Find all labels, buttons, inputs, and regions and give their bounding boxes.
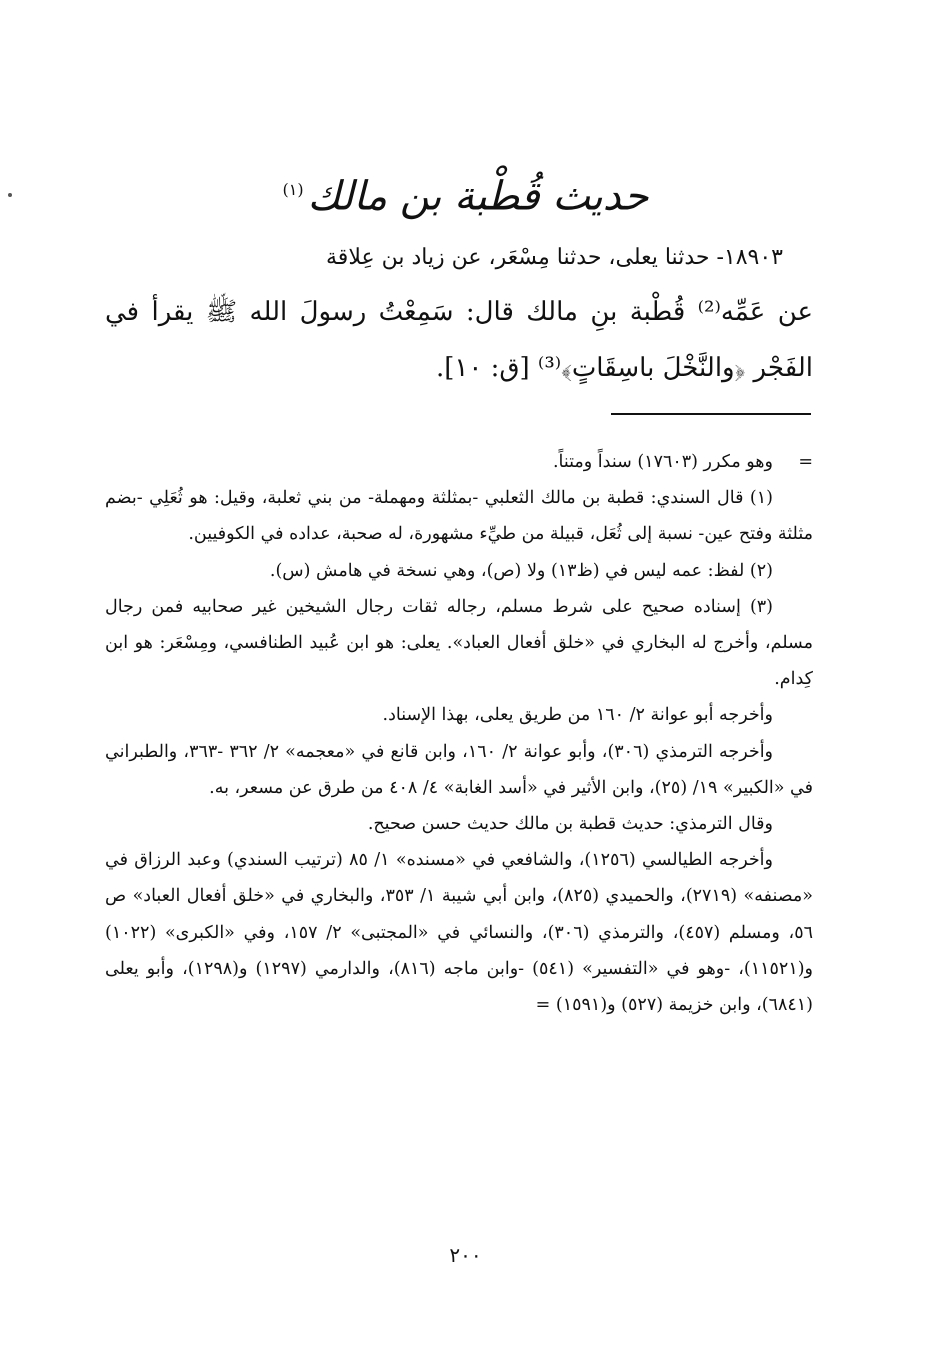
- continuation-marker: =: [798, 452, 813, 472]
- footnote-3-paragraph-1: (٣) إسناده صحيح على شرط مسلم، رجاله ثقات رجال الشيخين غير صحابيه فمن رجال مسلم، وأخرج له البخاري في «خلق أفعال العباد». يعلى: هو ابن عُبيد الطنافسي، ومِسْعَر: هو ابن كِدام.: [105, 596, 813, 690]
- hadith-matn: عن عَمِّه⁽²⁾ قُطْبة بنِ مالك قال: سَمِعْتُ رسولَ الله ﷺ يقرأ في الفَجْر ﴿والنَّخْلَ باسِقَاتٍ﴾⁽³⁾ [ق: ١٠].: [105, 297, 813, 383]
- hadith-block: [105, 238, 813, 396]
- footnote-3-paragraph-5: وأخرجه الطيالسي (١٢٥٦)، والشافعي في «مسنده» ١/ ٨٥ (ترتيب السندي) وعبد الرزاق في «مصنفه» (٢٧١٩)، والحميدي (٨٢٥)، وابن أبي شيبة ١/ ٣٥٣، والبخاري في «خلق أفعال العباد» ص ٥٦، ومسلم (٤٥٧)، والترمذي (٣٠٦)، والنسائي في «المجتبى» ٢/ ١٥٧، وفي «الكبرى» (١٠٢٢) و(١١٥٢١)، -وهو في «التفسير» (٥٤١) -وابن ماجه (٨١٦)، والدارمي (١٢٩٧) و(١٢٩٨)، وأبو يعلى (٦٨٤١)، وابن خزيمة (٥٢٧) و(١٥٩١) =: [105, 850, 814, 1016]
- chapter-title-text: حديث قُطْبة بن مالك: [307, 173, 649, 220]
- hadith-isnad: ١٨٩٠٣- حدثنا يعلى، حدثنا مِسْعَر، عن زياد بن عِلاقة: [326, 245, 783, 270]
- footnote-divider: [611, 413, 811, 415]
- footnotes-block: [105, 444, 813, 1023]
- footnote-1: (١) قال السندي: قطبة بن مالك الثعلبي -بمثلثة ومهملة- من بني ثعلبة، وقيل: هو ثُعَلِي -بضم مثلثة وفتح عين- نسبة إلى ثُعَل، قبيلة من طيِّء مشهورة، له صحبة، عداده في الكوفيين.: [105, 488, 813, 545]
- chapter-title-note-ref: (١): [282, 180, 304, 199]
- footnote-continuation: [105, 444, 813, 480]
- footnote-3-paragraph-2: وأخرجه أبو عوانة ٢/ ١٦٠ من طريق يعلى، بهذا الإسناد.: [382, 705, 773, 726]
- chapter-title: [0, 160, 931, 226]
- footnote-2: (٢) لفظ: عمه ليس في (ظ١٣) ولا (ص)، وهي نسخة في هامش (س).: [269, 560, 773, 581]
- continuation-text: وهو مكرر (١٧٦٠٣) سنداً ومتناً.: [552, 452, 773, 472]
- footnote-3-paragraph-3: وأخرجه الترمذي (٣٠٦)، وأبو عوانة ٢/ ١٦٠، وابن قانع في «معجمه» ٢/ ٣٦٢ -٣٦٣، والطبراني في «الكبير» ١٩/ (٢٥)، وابن الأثير في «أسد الغابة» ٤/ ٤٠٨ من طرق عن مسعر، به.: [105, 741, 813, 798]
- page-number: ٢٠٠: [449, 1243, 482, 1267]
- footnote-3-paragraph-4: وقال الترمذي: حديث قطبة بن مالك حديث حسن صحيح.: [367, 814, 773, 835]
